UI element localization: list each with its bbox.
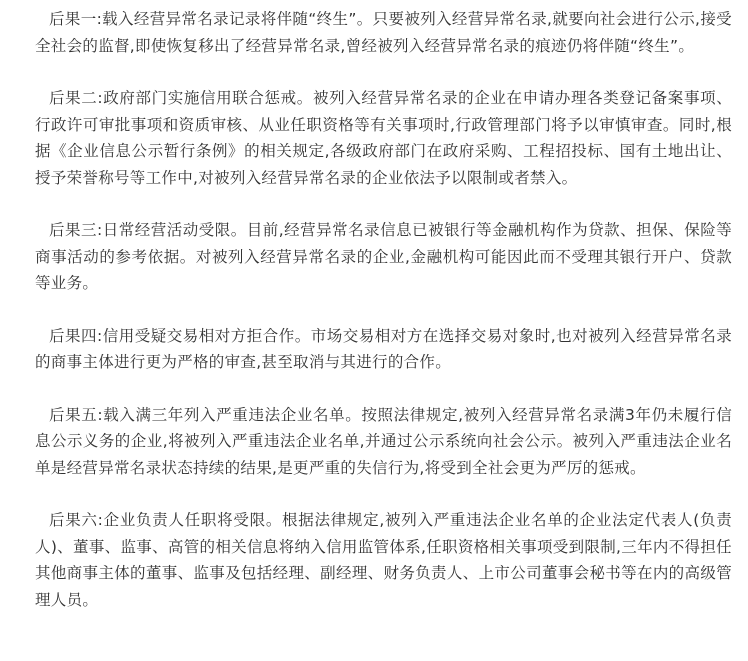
paragraph-consequence-3: 后果三:日常经营活动受限。目前,经营异常名录信息已被银行等金融机构作为贷款、担保、保险等商事活动的参考依据。对被列入经营异常名录的企业,金融机构可能因此而不受理其银行开户、贷款等业务。 [35,221,732,292]
paragraph-consequence-1: 后果一:载入经营异常名录记录将伴随“终生”。只要被列入经营异常名录,就要向社会进行公示,接受全社会的监督,即使恢复移出了经营异常名录,曾经被列入经营异常名录的痕迹仍将伴随“终生”。 [35,10,732,55]
paragraph-consequence-2: 后果二:政府部门实施信用联合惩戒。被列入经营异常名录的企业在申请办理各类登记备案事项、行政许可审批事项和资质审核、从业任职资格等有关事项时,行政管理部门将予以审慎审查。同时,根据《企业信息公示暂行条例》的相关规定,各级政府部门在政府采购、工程招投标、国有土地出让、授予荣誉称号等工作中,对被列入经营异常名录的企业依法予以限制或者禁入。 [35,89,732,187]
paragraph-consequence-6: 后果六:企业负责人任职将受限。根据法律规定,被列入严重违法企业名单的企业法定代表人(负责人)、董事、监事、高管的相关信息将纳入信用监管体系,任职资格相关事项受到限制,三年内不得担任其他商事主体的董事、监事及包括经理、副经理、财务负责人、上市公司董事会秘书等在内的高级管理人员。 [35,511,732,609]
paragraph-consequence-4: 后果四:信用受疑交易相对方拒合作。市场交易相对方在选择交易对象时,也对被列入经营异常名录的商事主体进行更为严格的审查,甚至取消与其进行的合作。 [35,326,732,371]
paragraph-consequence-5: 后果五:载入满三年列入严重违法企业名单。按照法律规定,被列入经营异常名录满3年仍未履行信息公示义务的企业,将被列入严重违法企业名单,并通过公示系统向社会公示。被列入严重违法企业名单是经营异常名录状态持续的结果,是更严重的失信行为,将受到全社会更为严厉的惩戒。 [35,405,732,477]
